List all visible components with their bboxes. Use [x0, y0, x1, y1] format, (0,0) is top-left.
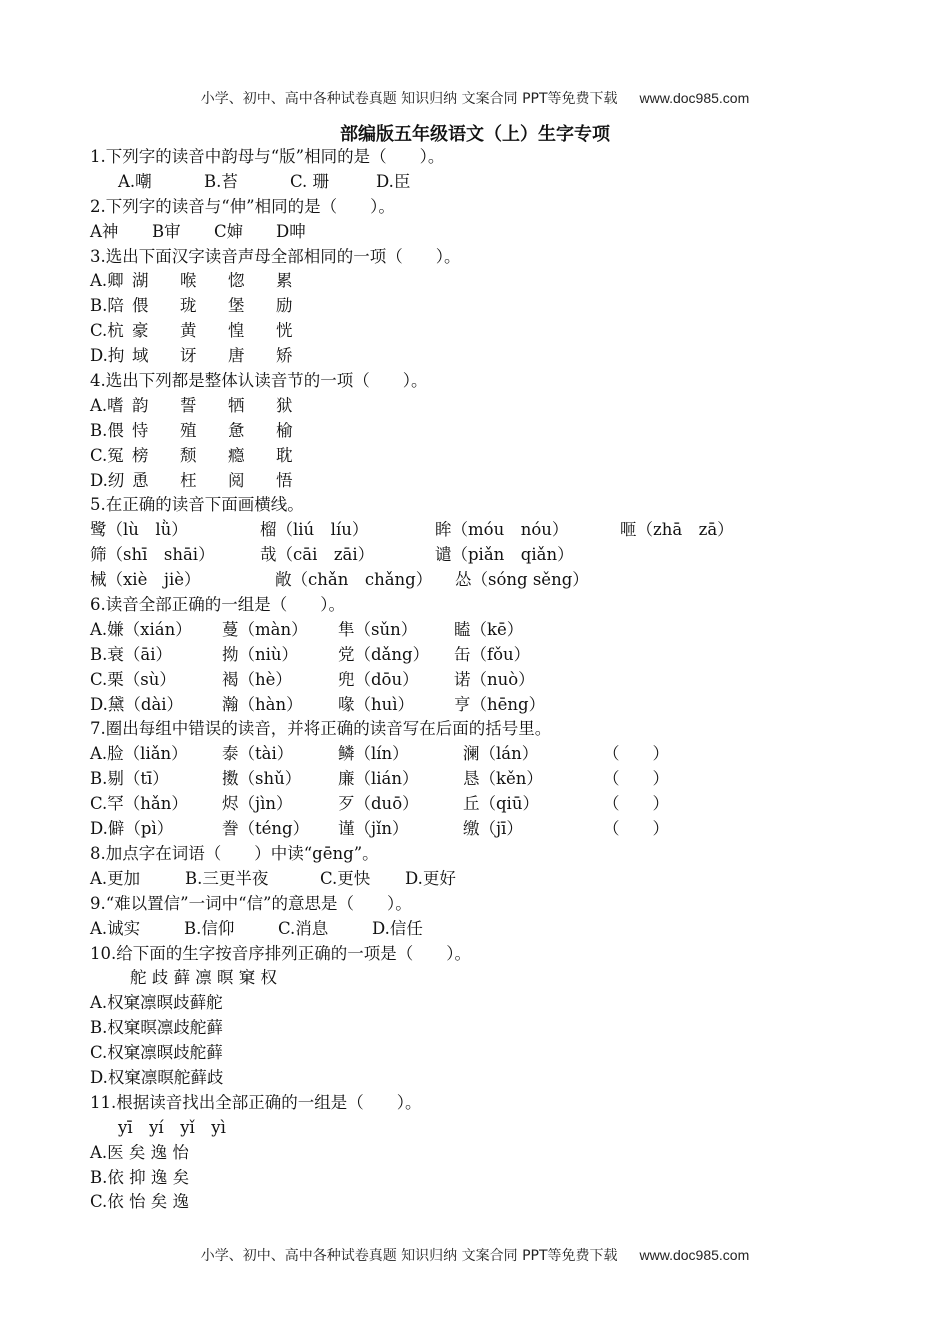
q7-item: 擞（shǔ）: [222, 769, 302, 789]
q5-item: 咂（zhā zā）: [620, 520, 734, 540]
q7-row-d: [90, 817, 920, 842]
q8-option-b: B.三更半夜: [185, 868, 269, 888]
q3-char: 偎: [132, 296, 149, 316]
q7-answer-blank: （ ）: [603, 769, 669, 789]
q4-row-c: [90, 444, 920, 469]
q5-item: 怂（sóng sěng）: [455, 570, 589, 590]
q4-char: 恿: [132, 470, 149, 490]
q7-answer-blank: （ ）: [603, 744, 669, 764]
q7-row-c: [90, 792, 920, 817]
q7-item: 廉（lián）: [338, 769, 419, 789]
q5-row-2: [90, 543, 920, 568]
q6-item: 喙（huì）: [338, 694, 415, 714]
q1-option-c: C. 珊: [290, 171, 330, 191]
q3-char: 黄: [180, 321, 197, 341]
q4-char: 恃: [132, 420, 149, 440]
q11-option-b: B.依 抑 逸 矣: [90, 1167, 190, 1187]
q9-option-a: A.诚实: [90, 918, 141, 938]
q5-row-1: [90, 518, 920, 543]
q3-row-c: [90, 319, 920, 344]
q3-char: D.拘: [90, 346, 125, 366]
q2-option-d: D呻: [276, 221, 306, 241]
q8-options: [90, 867, 920, 892]
q3-char: 唐: [228, 346, 245, 366]
q6-item: 亨（hēng）: [454, 694, 546, 714]
q4-char: 耽: [276, 445, 293, 465]
q4-row-a: [90, 394, 920, 419]
q3-char: 湖: [132, 271, 149, 291]
header-text: 小学、初中、高中各种试卷真题 知识归纳 文案合同 PPT等免费下载: [200, 91, 618, 107]
q9-option-c: C.消息: [278, 918, 329, 938]
q3-char: C.杭: [90, 321, 124, 341]
q3-char: 恍: [276, 321, 293, 341]
q11-pinyin: yī yí yǐ yì: [118, 1117, 226, 1137]
q7-stem: 7.圈出每组中错误的读音，并将正确的读音写在后面的括号里。: [90, 719, 552, 739]
q5-item: 敞（chǎn chǎng）: [275, 570, 433, 590]
q4-char: 榆: [276, 420, 293, 440]
q1-stem: 1.下列字的读音中韵母与“版”相同的是（ ）。: [90, 147, 445, 166]
q5-item: 谴（piǎn qiǎn）: [435, 545, 574, 565]
q3-stem: 3.选出下面汉字读音声母全部相同的一项（ ）。: [90, 246, 461, 266]
q6-stem: 6.读音全部正确的一组是（ ）。: [90, 595, 345, 615]
q3-char: 堡: [228, 296, 245, 316]
q7-answer-blank: （ ）: [603, 794, 669, 814]
q4-char: 狱: [276, 395, 293, 415]
q4-char: 牺: [228, 395, 245, 415]
q7-item: 缴（jī）: [463, 819, 523, 839]
q3-char: 珑: [180, 296, 197, 316]
q5-item: 筛（shī shāi）: [90, 545, 215, 565]
q6-item: C.栗（sù）: [90, 669, 176, 689]
q6-row-a: [90, 618, 920, 643]
q3-char: 惚: [228, 271, 245, 291]
q2-option-b: B审: [152, 221, 181, 241]
q5-item: 哉（cāi zāi）: [260, 545, 375, 565]
q3-char: 累: [276, 271, 293, 291]
q4-row-d: [90, 469, 920, 494]
document-title: 部编版五年级语文（上）生字专项: [340, 124, 610, 145]
q9-stem: 9.“难以置信”一词中“信”的意思是（ ）。: [90, 893, 412, 913]
q7-answer-blank: （ ）: [603, 819, 669, 839]
q8-option-c: C.更快: [320, 868, 371, 888]
q5-item: 械（xiè jiè）: [90, 570, 201, 590]
q2-options: [90, 220, 920, 245]
q6-item: 拗（niù）: [222, 644, 299, 664]
q5-row-3: [90, 568, 920, 593]
q8-option-d: D.更好: [405, 868, 456, 888]
page-footer: [0, 1245, 950, 1265]
q6-item: 缶（fǒu）: [454, 644, 531, 664]
q4-char: 悟: [276, 470, 293, 490]
q6-item: 褐（hè）: [222, 669, 292, 689]
q3-char: 域: [132, 346, 149, 366]
q4-char: 阅: [228, 470, 245, 490]
q7-item: D.僻（pì）: [90, 819, 174, 839]
q3-row-a: [90, 269, 920, 294]
q11-option-a: A.医 矣 逸 怡: [90, 1142, 189, 1162]
q3-char: B.陪: [90, 296, 124, 316]
q3-char: 励: [276, 296, 293, 316]
q4-char: C.冤: [90, 445, 124, 465]
q11-stem: 11.根据读音找出全部正确的一组是（ ）。: [90, 1092, 422, 1112]
q4-row-b: [90, 419, 920, 444]
q6-item: D.黛（dài）: [90, 694, 184, 714]
q6-item: 党（dǎng）: [338, 644, 430, 664]
q5-stem: 5.在正确的读音下面画横线。: [90, 495, 304, 515]
q6-item: 兜（dōu）: [338, 669, 419, 689]
q10-option-d: D.权窠凛暝舵藓歧: [90, 1067, 224, 1087]
q4-char: D.纫: [90, 470, 125, 490]
q4-char: 殖: [180, 420, 197, 440]
q1-option-b: B.苔: [204, 171, 238, 191]
q7-item: C.罕（hǎn）: [90, 794, 188, 814]
q4-char: 榜: [132, 445, 149, 465]
q7-item: 歹（duō）: [338, 794, 419, 814]
q7-item: 澜（lán）: [463, 744, 539, 764]
q1-option-d: D.臣: [376, 171, 411, 191]
q3-char: 矫: [276, 346, 293, 366]
q9-option-d: D.信任: [372, 918, 423, 938]
q10-chars: 舵 歧 藓 凛 暝 窠 权: [130, 968, 277, 988]
q7-item: 丘（qiū）: [463, 794, 539, 814]
q6-row-b: [90, 643, 920, 668]
q1-option-a: A.嘲: [118, 171, 152, 191]
q4-char: 颓: [180, 445, 197, 465]
q4-char: 韵: [132, 395, 149, 415]
q7-item: 谨（jǐn）: [338, 819, 409, 839]
q5-item: 鹭（lù lǜ）: [90, 520, 188, 540]
question-body: [90, 145, 920, 1215]
q6-item: 隼（sǔn）: [338, 619, 418, 639]
q4-char: A.嗜: [90, 395, 124, 415]
q7-row-a: [90, 742, 920, 767]
q7-item: 恳（kěn）: [463, 769, 543, 789]
page-header: [0, 88, 950, 108]
q8-option-a: A.更加: [90, 868, 141, 888]
q10-option-c: C.权窠凛暝歧舵藓: [90, 1043, 223, 1063]
q7-item: 誊（téng）: [222, 819, 310, 839]
q4-char: 惫: [228, 420, 245, 440]
q6-item: 诺（nuò）: [454, 669, 535, 689]
q7-item: B.剔（tī）: [90, 769, 169, 789]
q6-item: A.嫌（xián）: [90, 619, 192, 639]
q3-char: 讶: [180, 346, 197, 366]
q3-row-b: [90, 294, 920, 319]
q11-option-c: C.依 怡 矣 逸: [90, 1192, 190, 1212]
q6-item: 瞌（kē）: [454, 619, 524, 639]
q10-stem: 10.给下面的生字按音序排列正确的一项是（ ）。: [90, 943, 471, 963]
q9-option-b: B.信仰: [184, 918, 235, 938]
q6-item: 蔓（màn）: [222, 619, 308, 639]
q1-options: [90, 170, 920, 195]
q8-stem: 8.加点字在词语（ ）中读“gēng”。: [90, 843, 379, 863]
q2-option-a: A神: [90, 221, 119, 241]
q7-row-b: [90, 767, 920, 792]
q10-option-a: A.权窠凛暝歧藓舵: [90, 993, 223, 1013]
q5-item: 眸（móu nóu）: [435, 520, 569, 540]
q6-item: 瀚（hàn）: [222, 694, 303, 714]
q2-stem: 2.下列字的读音与“伸”相同的是（ ）。: [90, 196, 395, 216]
q6-item: B.衰（āi）: [90, 644, 172, 664]
q3-char: 喉: [180, 271, 197, 291]
q10-option-b: B.权窠暝凛歧舵藓: [90, 1018, 223, 1038]
header-site[interactable]: www.doc985.com: [639, 90, 750, 106]
q3-char: 惶: [228, 321, 245, 341]
q7-item: A.脸（liǎn）: [90, 744, 188, 764]
q4-stem: 4.选出下列都是整体认读音节的一项（ ）。: [90, 371, 428, 391]
q3-char: 豪: [132, 321, 149, 341]
q4-char: 瘾: [228, 445, 245, 465]
q5-item: 榴（liú líu）: [260, 520, 369, 540]
footer-text: 小学、初中、高中各种试卷真题 知识归纳 文案合同 PPT等免费下载: [200, 1248, 618, 1264]
q3-row-d: [90, 344, 920, 369]
q4-char: 誓: [180, 395, 197, 415]
q7-item: 烬（jìn）: [222, 794, 293, 814]
q7-item: 鳞（lín）: [338, 744, 409, 764]
q6-row-c: [90, 668, 920, 693]
q6-row-d: [90, 693, 920, 718]
q2-option-c: C婶: [214, 221, 244, 241]
q7-item: 泰（tài）: [222, 744, 294, 764]
q4-char: B.偎: [90, 420, 124, 440]
q4-char: 枉: [180, 470, 197, 490]
footer-site[interactable]: www.doc985.com: [639, 1247, 750, 1263]
q3-char: A.卿: [90, 271, 124, 291]
q9-options: [90, 917, 920, 942]
